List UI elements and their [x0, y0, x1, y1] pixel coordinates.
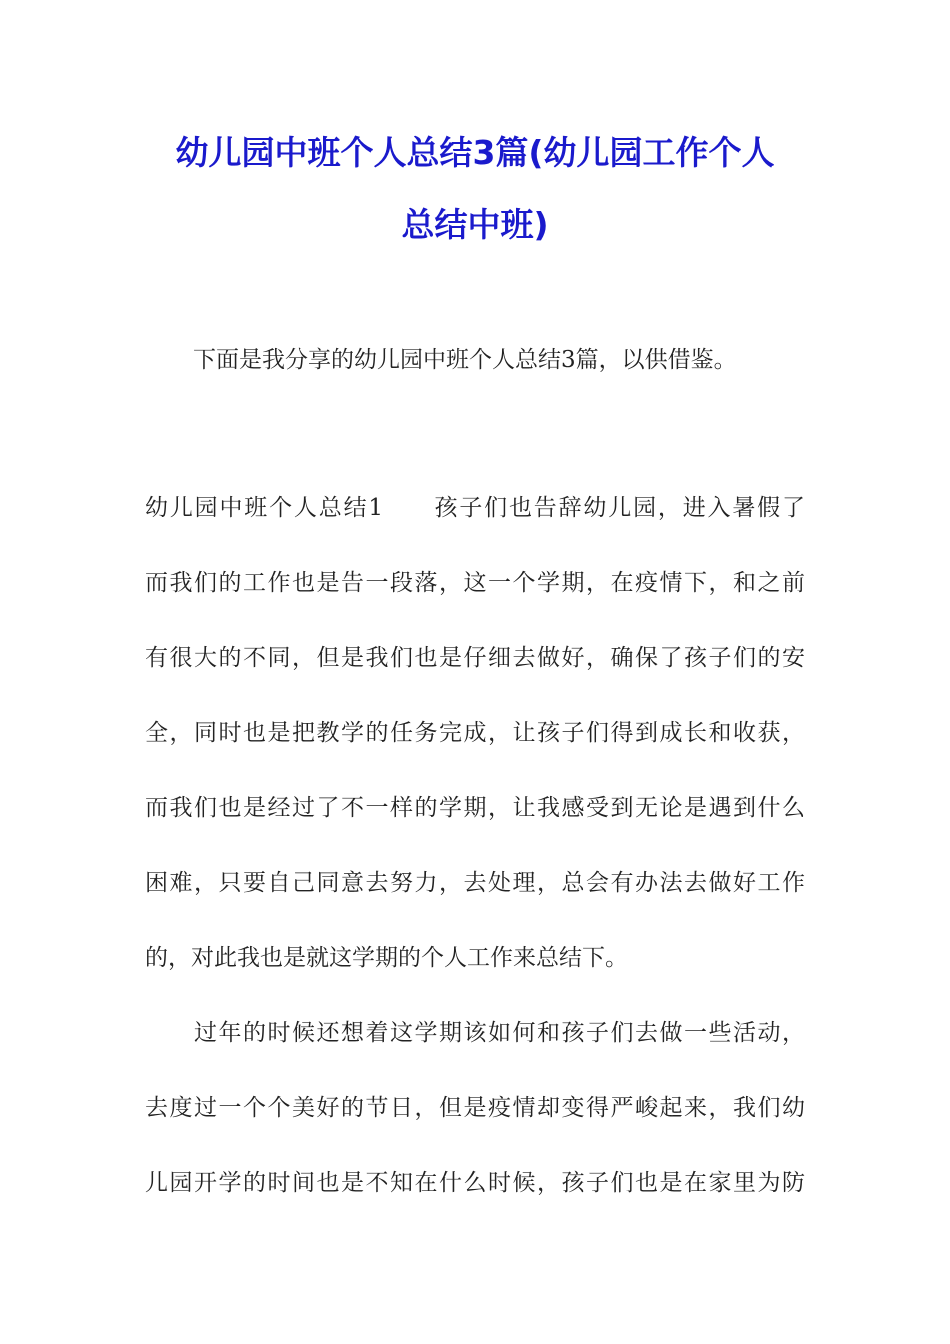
paragraph-1-line: 的，对此我也是就这学期的个人工作来总结下。 — [145, 945, 628, 971]
paragraph-1-line: 而我们也是经过了不一样的学期，让我感受到无论是遇到什么 — [145, 795, 805, 821]
paragraph-2-line: 儿园开学的时间也是不知在什么时候，孩子们也是在家里为防 — [145, 1170, 805, 1196]
paragraph-1-line: 全，同时也是把教学的任务完成，让孩子们得到成长和收获， — [145, 720, 805, 746]
paragraph-2-line: 过年的时候还想着这学期该如何和孩子们去做一些活动， — [145, 1020, 805, 1046]
paragraph-1-line: 幼儿园中班个人总结1 孩子们也告辞幼儿园，进入暑假了 — [145, 495, 805, 521]
paragraph-2-line: 去度过一个个美好的节日，但是疫情却变得严峻起来，我们幼 — [145, 1095, 805, 1121]
paragraph-1-line: 而我们的工作也是告一段落，这一个学期，在疫情下，和之前 — [145, 570, 805, 596]
paragraph-1-line: 有很大的不同，但是我们也是仔细去做好，确保了孩子们的安 — [145, 645, 805, 671]
paragraph-1-line: 困难，只要自己同意去努力，去处理，总会有办法去做好工作 — [145, 870, 805, 896]
intro-paragraph: 下面是我分享的幼儿园中班个人总结3篇，以供借鉴。 — [193, 347, 737, 373]
document-title-line-1: 幼儿园中班个人总结3篇(幼儿园工作个人 — [175, 133, 775, 172]
document-title-line-2: 总结中班) — [401, 205, 549, 244]
